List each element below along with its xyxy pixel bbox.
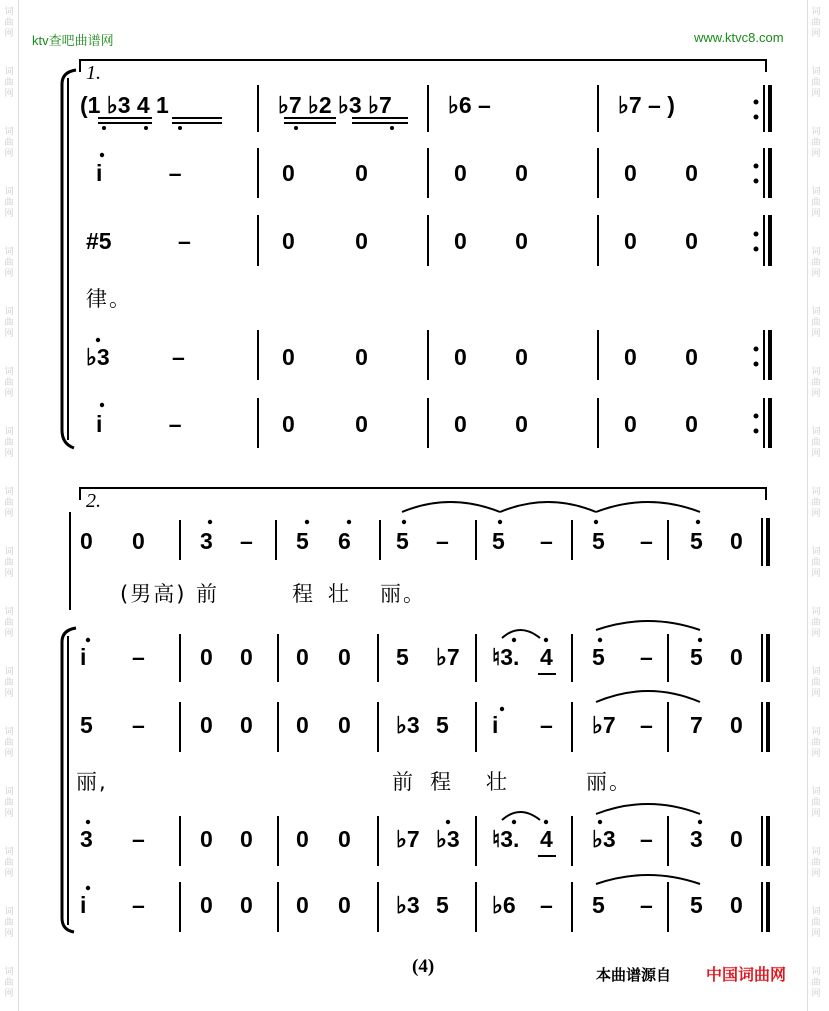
chorus-note: ♭7 — [436, 644, 460, 670]
s2-lyric-3: 壮 — [486, 770, 509, 794]
watermark-glyph: 词 — [4, 546, 14, 556]
chorus-note: – — [640, 892, 653, 918]
chorus-note: 4 — [540, 826, 553, 852]
s1-row3-m1: #5 – — [86, 228, 191, 254]
watermark-glyph: 词 — [811, 66, 821, 76]
chorus-note: – — [640, 826, 653, 852]
watermark-glyph: 网 — [4, 868, 14, 878]
watermark-glyph: 曲 — [4, 77, 14, 87]
watermark-glyph: 曲 — [4, 257, 14, 267]
watermark-glyph: 曲 — [4, 437, 14, 447]
s1-row6-m2: 0 0 — [282, 411, 368, 437]
solo-lyric-1: 前 — [196, 582, 219, 606]
chorus-note: 0 — [240, 892, 253, 918]
watermark-glyph: 词 — [811, 426, 821, 436]
watermark-glyph: 网 — [811, 268, 821, 278]
watermark-glyph: 曲 — [4, 617, 14, 627]
s1-row1-m1: (1 ♭3 4 1 — [80, 92, 169, 118]
watermark-glyph: 网 — [4, 268, 14, 278]
chorus-note: 0 — [730, 826, 743, 852]
watermark-glyph: 网 — [4, 448, 14, 458]
watermark-glyph: 词 — [811, 126, 821, 136]
chorus-note: 0 — [338, 644, 351, 670]
s1-row3-m2: 0 0 — [282, 228, 368, 254]
watermark-glyph: 词 — [4, 246, 14, 256]
watermark-glyph: 网 — [811, 328, 821, 338]
chorus-note: – — [540, 712, 553, 738]
chorus-note: – — [640, 712, 653, 738]
watermark-glyph: 曲 — [811, 377, 821, 387]
solo-note: 5 — [592, 528, 605, 554]
watermark-glyph: 网 — [4, 568, 14, 578]
chorus-note: ♭7 — [396, 826, 420, 852]
chorus-note: 0 — [338, 892, 351, 918]
watermark-glyph: 曲 — [811, 77, 821, 87]
solo-note: 6 — [338, 528, 351, 554]
chorus-note: ♭7 — [592, 712, 616, 738]
watermark-glyph: 曲 — [4, 677, 14, 687]
chorus-note: 0 — [338, 826, 351, 852]
header-site-url: www.ktvc8.com — [694, 30, 784, 45]
chorus-note: 5 — [436, 712, 449, 738]
watermark-glyph: 曲 — [811, 977, 821, 987]
watermark-glyph: 网 — [4, 928, 14, 938]
watermark-glyph: 网 — [4, 808, 14, 818]
chorus-note: 0 — [200, 892, 213, 918]
watermark-glyph: 曲 — [4, 857, 14, 867]
watermark-glyph: 词 — [4, 306, 14, 316]
watermark-glyph: 曲 — [4, 917, 14, 927]
s2-lyric-start: 丽, — [76, 770, 108, 794]
watermark-glyph: 词 — [811, 486, 821, 496]
chorus-note: – — [132, 644, 145, 670]
watermark-glyph: 曲 — [811, 917, 821, 927]
chorus-note: 5 — [690, 892, 703, 918]
watermark-glyph: 词 — [4, 486, 14, 496]
chorus-note: 0 — [730, 644, 743, 670]
watermark-glyph: 词 — [4, 666, 14, 676]
solo-note: 5 — [492, 528, 505, 554]
chorus-note: 0 — [338, 712, 351, 738]
watermark-glyph: 网 — [811, 508, 821, 518]
watermark-glyph: 网 — [4, 988, 14, 998]
chorus-note: 0 — [296, 712, 309, 738]
watermark-glyph: 词 — [4, 906, 14, 916]
solo-note: – — [540, 528, 553, 554]
chorus-note: 0 — [296, 826, 309, 852]
chorus-note: i — [80, 644, 87, 670]
source-label: 本曲谱源自 — [596, 967, 672, 984]
chorus-note: 4 — [540, 644, 553, 670]
watermark-glyph: 词 — [811, 666, 821, 676]
s2-lyric-2: 程 — [430, 770, 453, 794]
watermark-glyph: 曲 — [811, 317, 821, 327]
s1-row2-m1: i – — [96, 160, 182, 186]
watermark-glyph: 曲 — [811, 137, 821, 147]
watermark-glyph: 曲 — [811, 857, 821, 867]
chorus-note: 5 — [80, 712, 93, 738]
chorus-note: – — [132, 826, 145, 852]
s1-row2-m4: 0 0 — [624, 160, 698, 186]
solo-note: 3 — [200, 528, 213, 554]
watermark-glyph: 网 — [811, 148, 821, 158]
watermark-glyph: 网 — [811, 748, 821, 758]
s1-row5-m4: 0 0 — [624, 344, 698, 370]
watermark-glyph: 词 — [811, 186, 821, 196]
watermark-glyph: 曲 — [4, 977, 14, 987]
watermark-glyph: 网 — [811, 568, 821, 578]
watermark-glyph: 曲 — [811, 557, 821, 567]
solo-lyric-2: 程 — [292, 582, 315, 606]
watermark-glyph: 词 — [811, 606, 821, 616]
watermark-glyph: 曲 — [4, 737, 14, 747]
chorus-note: 5 — [592, 892, 605, 918]
watermark-glyph: 曲 — [811, 617, 821, 627]
watermark-glyph: 网 — [4, 208, 14, 218]
watermark-glyph: 曲 — [4, 497, 14, 507]
watermark-glyph: 网 — [811, 688, 821, 698]
watermark-glyph: 词 — [4, 846, 14, 856]
watermark-glyph: 词 — [811, 546, 821, 556]
solo-voice-label: (男高) — [120, 582, 187, 606]
s1-row5-m2: 0 0 — [282, 344, 368, 370]
watermark-glyph: 网 — [4, 28, 14, 38]
chorus-note: ♭3 — [592, 826, 616, 852]
watermark-glyph: 词 — [811, 366, 821, 376]
watermark-glyph: 曲 — [811, 677, 821, 687]
watermark-glyph: 词 — [811, 906, 821, 916]
watermark-glyph: 词 — [811, 966, 821, 976]
chorus-note: i — [492, 712, 499, 738]
chorus-note: 0 — [730, 712, 743, 738]
watermark-glyph: 曲 — [4, 197, 14, 207]
watermark-glyph: 曲 — [4, 557, 14, 567]
s1-lyric: 律。 — [86, 287, 132, 311]
solo-note: – — [240, 528, 253, 554]
solo-lyric-4: 丽。 — [380, 582, 426, 606]
watermark-glyph: 词 — [4, 186, 14, 196]
watermark-glyph: 曲 — [811, 197, 821, 207]
header-site-name: ktv查吧曲谱网 — [32, 33, 114, 48]
page-number: (4) — [412, 956, 435, 977]
watermark-glyph: 词 — [811, 246, 821, 256]
watermark-glyph: 网 — [811, 988, 821, 998]
chorus-note: – — [640, 644, 653, 670]
watermark-glyph: 网 — [4, 628, 14, 638]
s1-row6-m4: 0 0 — [624, 411, 698, 437]
s1-row6-m3: 0 0 — [454, 411, 528, 437]
s1-row3-m3: 0 0 — [454, 228, 528, 254]
watermark-glyph: 网 — [811, 628, 821, 638]
s1-row5-m1: ♭3 – — [86, 344, 185, 370]
s2-lyric-4: 丽。 — [586, 770, 632, 794]
s1-row5-m3: 0 0 — [454, 344, 528, 370]
chorus-note: 5 — [592, 644, 605, 670]
watermark-glyph: 网 — [811, 208, 821, 218]
chorus-note: 5 — [690, 644, 703, 670]
watermark-glyph: 曲 — [811, 17, 821, 27]
watermark-glyph: 曲 — [811, 257, 821, 267]
chorus-note: – — [540, 892, 553, 918]
watermark-glyph: 网 — [811, 448, 821, 458]
watermark-glyph: 曲 — [4, 137, 14, 147]
solo-note: 0 — [730, 528, 743, 554]
solo-note: 0 — [80, 528, 93, 554]
watermark-glyph: 词 — [4, 366, 14, 376]
watermark-glyph: 词 — [811, 726, 821, 736]
watermark-glyph: 词 — [4, 426, 14, 436]
solo-lyric-3: 壮 — [328, 582, 351, 606]
watermark-glyph: 网 — [4, 508, 14, 518]
source-site: 中国词曲网 — [706, 967, 787, 984]
watermark-glyph: 网 — [811, 808, 821, 818]
watermark-glyph: 曲 — [4, 317, 14, 327]
chorus-note: ♭6 — [492, 892, 516, 918]
chorus-note: i — [80, 892, 87, 918]
watermark-glyph: 词 — [4, 66, 14, 76]
chorus-note: 3 — [80, 826, 93, 852]
s1-row1-m4: ♭7 – ) — [618, 92, 675, 118]
solo-note: 5 — [690, 528, 703, 554]
chorus-note: ♭3 — [396, 712, 420, 738]
watermark-glyph: 网 — [811, 868, 821, 878]
watermark-glyph: 曲 — [811, 797, 821, 807]
chorus-note: ♮3. — [492, 644, 520, 670]
watermark-glyph: 网 — [811, 388, 821, 398]
s1-row2-m3: 0 0 — [454, 160, 528, 186]
chorus-note: 0 — [296, 644, 309, 670]
watermark-glyph: 曲 — [811, 497, 821, 507]
watermark-glyph: 网 — [4, 388, 14, 398]
watermark-glyph: 网 — [4, 748, 14, 758]
watermark-glyph: 网 — [4, 688, 14, 698]
volta-1-label: 1. — [86, 62, 101, 84]
chorus-note: 0 — [296, 892, 309, 918]
s1-row1-m3: ♭6 – — [448, 92, 491, 118]
solo-note: 5 — [396, 528, 409, 554]
chorus-note: 0 — [200, 826, 213, 852]
watermark-glyph: 网 — [811, 928, 821, 938]
chorus-note: 5 — [396, 644, 409, 670]
s1-row3-m4: 0 0 — [624, 228, 698, 254]
chorus-note: 0 — [240, 826, 253, 852]
watermark-glyph: 网 — [4, 88, 14, 98]
watermark-glyph: 词 — [811, 846, 821, 856]
chorus-note: 0 — [240, 712, 253, 738]
watermark-glyph: 词 — [4, 786, 14, 796]
watermark-glyph: 词 — [811, 786, 821, 796]
watermark-glyph: 曲 — [4, 797, 14, 807]
chorus-note: ♭3 — [436, 826, 460, 852]
chorus-note: 7 — [690, 712, 703, 738]
solo-note: 0 — [132, 528, 145, 554]
chorus-note: ♭3 — [396, 892, 420, 918]
chorus-note: 0 — [200, 644, 213, 670]
chorus-note: 5 — [436, 892, 449, 918]
s1-row1-m2: ♭7 ♭2 ♭3 ♭7 — [278, 92, 392, 118]
s1-row2-m2: 0 0 — [282, 160, 368, 186]
chorus-note: ♮3. — [492, 826, 520, 852]
s2-lyric-1: 前 — [392, 770, 415, 794]
chorus-note: 0 — [240, 644, 253, 670]
watermark-glyph: 词 — [4, 126, 14, 136]
watermark-glyph: 词 — [4, 726, 14, 736]
solo-note: – — [436, 528, 449, 554]
watermark-glyph: 词 — [4, 6, 14, 16]
watermark-glyph: 词 — [811, 6, 821, 16]
s1-row6-m1: i – — [96, 411, 182, 437]
watermark-glyph: 曲 — [811, 737, 821, 747]
watermark-glyph: 网 — [4, 148, 14, 158]
watermark-glyph: 词 — [4, 606, 14, 616]
volta-2-label: 2. — [86, 490, 101, 512]
watermark-glyph: 网 — [4, 328, 14, 338]
watermark-glyph: 网 — [811, 88, 821, 98]
watermark-glyph: 网 — [811, 28, 821, 38]
chorus-note: 0 — [200, 712, 213, 738]
watermark-glyph: 曲 — [4, 17, 14, 27]
solo-note: – — [640, 528, 653, 554]
chorus-note: 3 — [690, 826, 703, 852]
watermark-glyph: 曲 — [811, 437, 821, 447]
watermark-glyph: 词 — [4, 966, 14, 976]
watermark-glyph: 词 — [811, 306, 821, 316]
watermark-glyph: 曲 — [4, 377, 14, 387]
chorus-note: – — [132, 892, 145, 918]
chorus-note: – — [132, 712, 145, 738]
solo-note: 5 — [296, 528, 309, 554]
chorus-note: 0 — [730, 892, 743, 918]
